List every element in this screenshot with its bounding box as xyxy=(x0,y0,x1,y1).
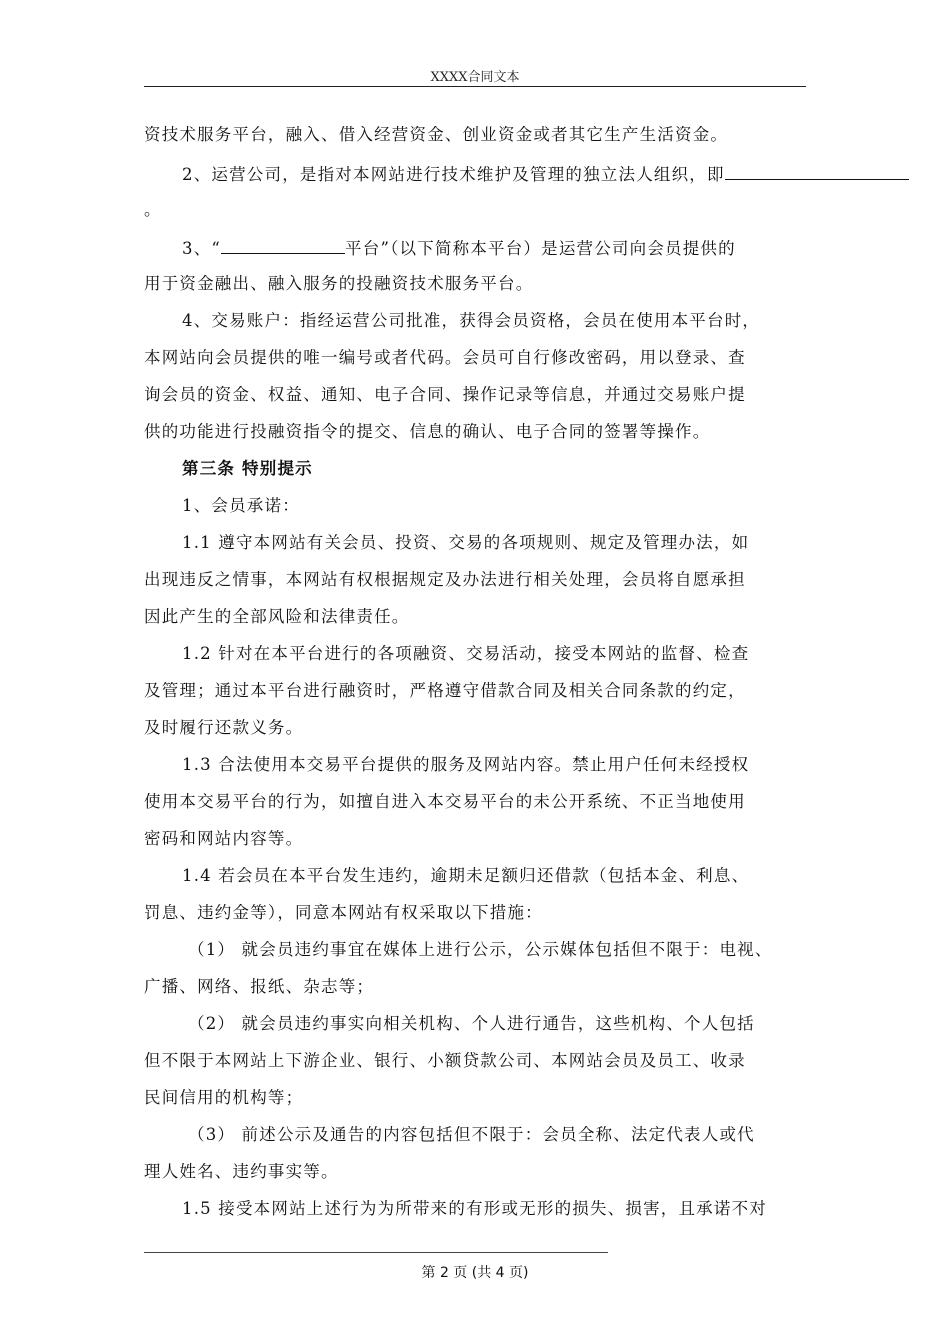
paragraph-line: 用于资金融出、融入服务的投融资技术服务平台。 xyxy=(144,274,534,293)
paragraph-line: 。 xyxy=(144,200,162,219)
paragraph-line: 及时履行还款义务。 xyxy=(144,718,304,737)
fill-in-blank-operator xyxy=(725,162,909,180)
section-heading: 第三条 特别提示 xyxy=(182,459,313,478)
footer-divider xyxy=(144,1252,608,1253)
document-header-title: XXXX合同文本 xyxy=(430,70,520,85)
paragraph-line: 广播、网络、报纸、杂志等； xyxy=(144,977,375,996)
paragraph-line: （3） 前述公示及通告的内容包括但不限于：会员全称、法定代表人或代 xyxy=(188,1125,755,1144)
paragraph-line xyxy=(182,236,736,260)
paragraph-line xyxy=(182,162,909,186)
paragraph-line: 1.4 若会员在本平台发生违约，逾期未足额归还借款（包括本金、利息、 xyxy=(182,866,750,885)
paragraph-line: 但不限于本网站上下游企业、银行、小额贷款公司、本网站会员及员工、收录 xyxy=(144,1051,746,1070)
page-number: 第 2 页 (共 4 页) xyxy=(421,1265,529,1281)
paragraph-line: 使用本交易平台的行为，如擅自进入本交易平台的未公开系统、不正当地使用 xyxy=(144,792,746,811)
paragraph-line: 1.5 接受本网站上述行为为所带来的有形或无形的损失、损害，且承诺不对 xyxy=(182,1199,767,1218)
paragraph-text: 平台”（以下简称本平台）是运营公司向会员提供的 xyxy=(345,239,736,258)
paragraph-line: 1.2 针对在本平台进行的各项融资、交易活动，接受本网站的监督、检查 xyxy=(182,644,750,663)
paragraph-line: 民间信用的机构等； xyxy=(144,1088,304,1107)
paragraph-line: 罚息、违约金等），同意本网站有权采取以下措施： xyxy=(144,903,543,922)
paragraph-text: 2、运营公司，是指对本网站进行技术维护及管理的独立法人组织，即 xyxy=(182,165,725,184)
paragraph-line: 及管理；通过本平台进行融资时，严格遵守借款合同及相关合同条款的约定， xyxy=(144,681,746,700)
fill-in-blank-platform-name xyxy=(221,236,345,254)
header-divider xyxy=(144,86,806,87)
paragraph-line: 询会员的资金、权益、通知、电子合同、操作记录等信息，并通过交易账户提 xyxy=(144,385,746,404)
paragraph-text: 3、“ xyxy=(182,239,222,258)
paragraph-line: 因此产生的全部风险和法律责任。 xyxy=(144,607,410,626)
paragraph-line: 1.1 遵守本网站有关会员、投资、交易的各项规则、规定及管理办法，如 xyxy=(182,533,750,552)
paragraph-line: 4、交易账户：指经运营公司批准，获得会员资格，会员在使用本平台时， xyxy=(182,311,761,330)
paragraph-line: 出现违反之情事，本网站有权根据规定及办法进行相关处理，会员将自愿承担 xyxy=(144,570,746,589)
paragraph-line: 密码和网站内容等。 xyxy=(144,829,304,848)
paragraph-line: 理人姓名、违约事实等。 xyxy=(144,1162,339,1181)
paragraph-line: 本网站向会员提供的唯一编号或者代码。会员可自行修改密码，用以登录、查 xyxy=(144,348,746,367)
paragraph-line: 1.3 合法使用本交易平台提供的服务及网站内容。禁止用户任何未经授权 xyxy=(182,755,750,774)
paragraph-line: 资技术服务平台，融入、借入经营资金、创业资金或者其它生产生活资金。 xyxy=(144,125,729,144)
paragraph-line: 1、会员承诺： xyxy=(182,496,300,515)
paragraph-line: 供的功能进行投融资指令的提交、信息的确认、电子合同的签署等操作。 xyxy=(144,422,711,441)
paragraph-line: （1） 就会员违约事宜在媒体上进行公示，公示媒体包括但不限于：电视、 xyxy=(188,940,773,959)
paragraph-line: （2） 就会员违约事实向相关机构、个人进行通告，这些机构、个人包括 xyxy=(188,1014,755,1033)
